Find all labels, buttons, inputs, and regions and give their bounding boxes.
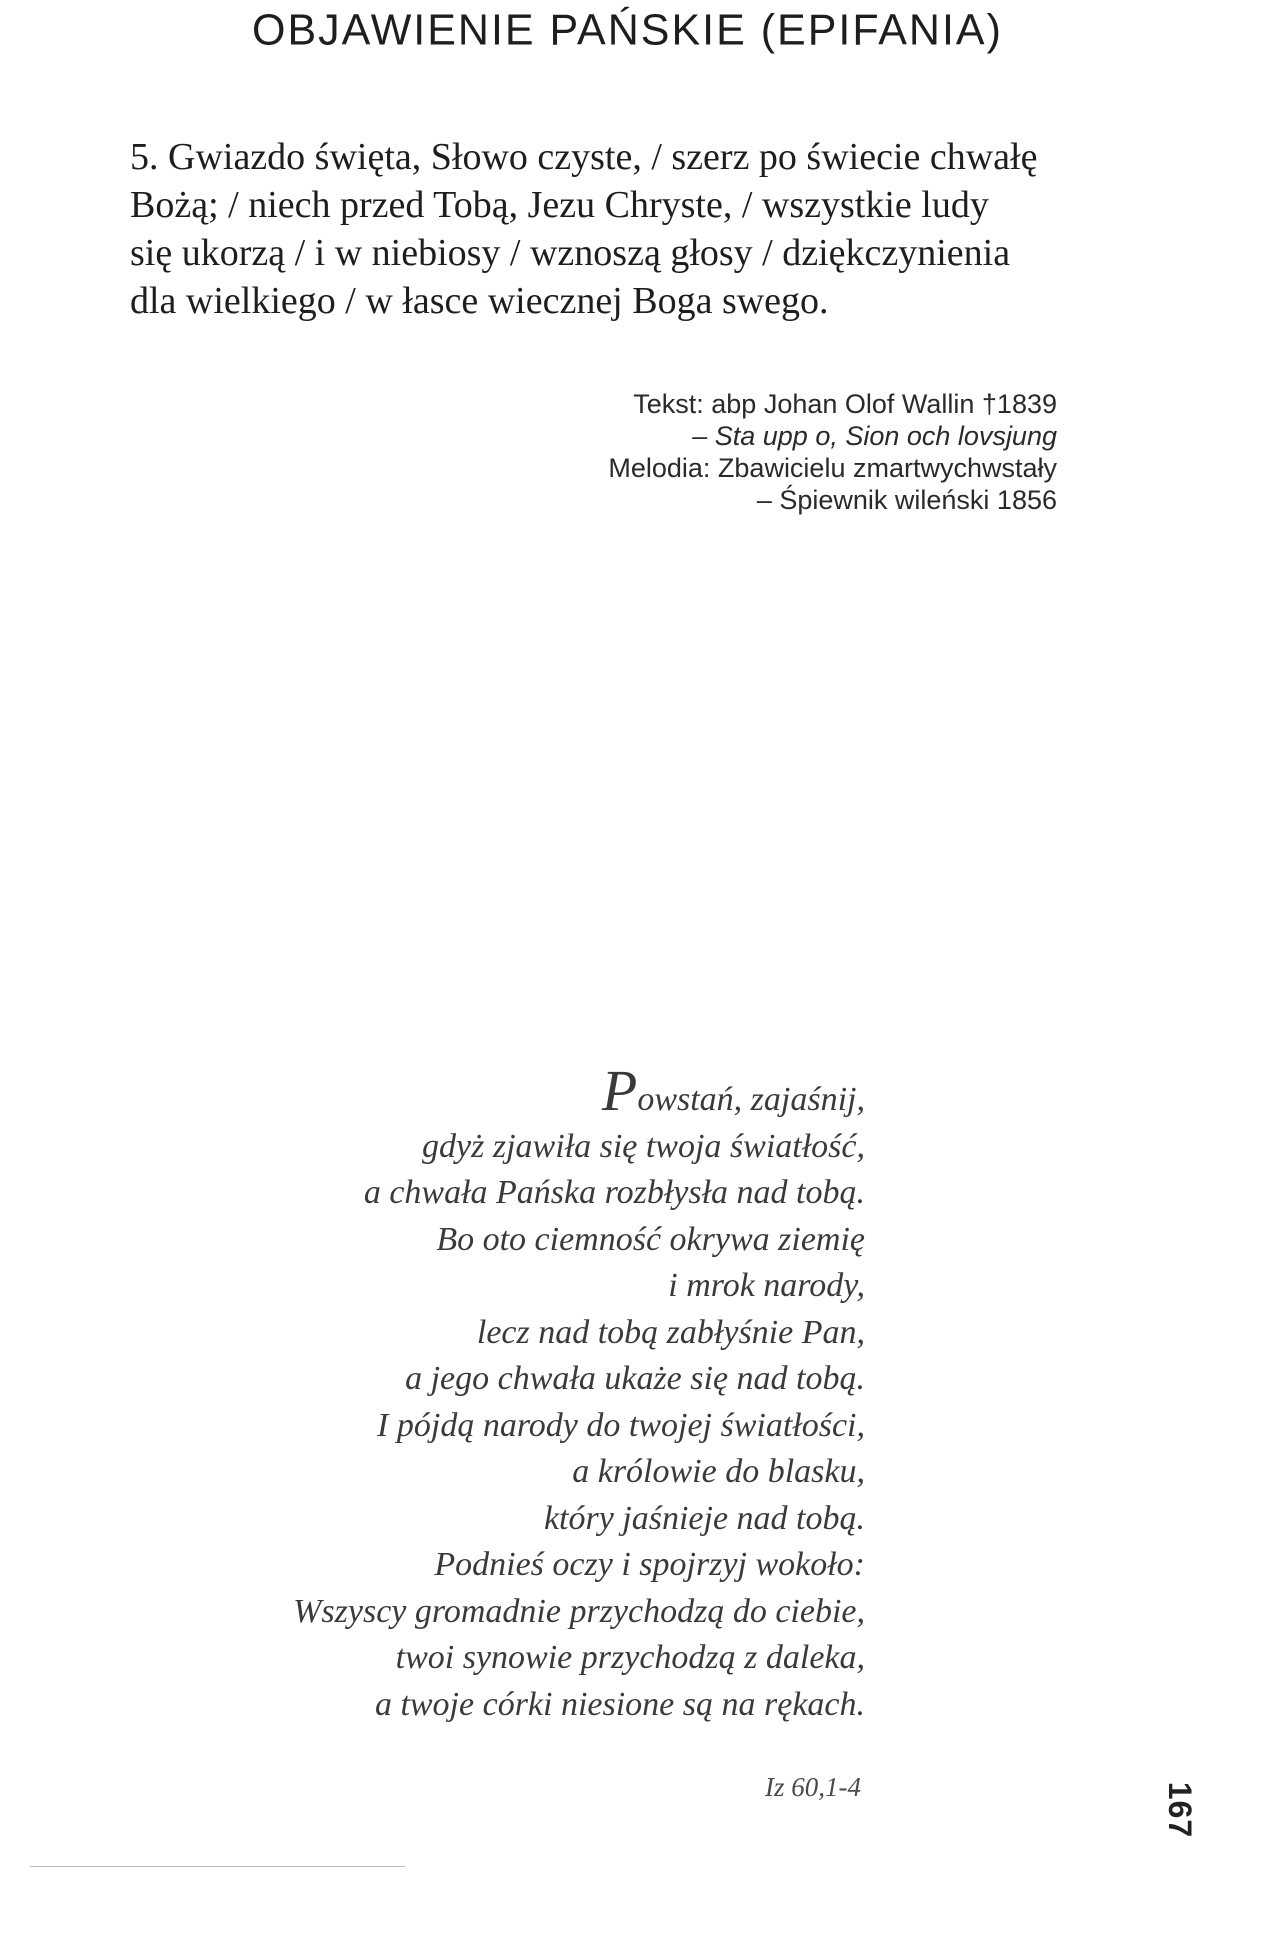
stanza-line: Bożą; / niech przed Tobą, Jezu Chryste, / wszystkie ludy <box>130 184 989 226</box>
quote-line: Bo oto ciemność okrywa ziemię <box>436 1220 865 1258</box>
quote-line: a jego chwała ukaże się nad tobą. <box>405 1360 865 1397</box>
quote-line: Podnieś oczy i spojrzyj wokoło: <box>434 1546 865 1583</box>
quote-first-line <box>105 1058 865 1124</box>
stanza-line: się ukorzą / i w niebiosy / wznoszą głosy / dziękczynienia <box>130 232 1011 274</box>
quote-line: twoi synowie przychodzą z daleka, <box>395 1639 865 1676</box>
quote-line: a twoje córki niesione są na rękach. <box>374 1685 865 1723</box>
page-title: OBJAWIENIE PAŃSKIE (EPIFANIA) <box>252 5 1003 55</box>
credit-melody-source: – Śpiewnik wileński 1856 <box>756 485 1057 515</box>
quote-first-line-text: owstań, zajaśnij, <box>637 1081 865 1118</box>
credit-melody: Melodia: Zbawicielu zmartwychwstały <box>608 453 1057 483</box>
stanza-line: dla wielkiego / w łasce wiecznej Boga swego. <box>130 280 829 322</box>
credit-text-source: – Sta upp o, Sion och lovsjung <box>692 421 1057 451</box>
quote-line: a królowie do blasku, <box>572 1453 865 1490</box>
quote-line: I pójdą narody do twojej światłości, <box>377 1406 865 1444</box>
quote-line: lecz nad tobą zabłyśnie Pan, <box>476 1313 865 1351</box>
quote-line: Wszyscy gromadnie przychodzą do ciebie, <box>293 1592 865 1630</box>
quote-line: i mrok narody, <box>668 1267 865 1304</box>
scripture-quote <box>105 1058 865 1728</box>
hymn-credits <box>437 388 1057 516</box>
dropcap-letter: P <box>601 1058 638 1123</box>
stanza-line: 5. Gwiazdo święta, Słowo czyste, / szerz po świecie chwałę <box>130 136 1038 178</box>
quote-line: który jaśnieje nad tobą. <box>543 1499 865 1537</box>
quote-line: gdyż zjawiła się twoja światłość, <box>422 1127 865 1165</box>
quote-line: a chwała Pańska rozbłysła nad tobą. <box>363 1174 865 1211</box>
scripture-reference: Iz 60,1-4 <box>765 1772 861 1802</box>
footer-divider <box>30 1866 405 1867</box>
credit-text-author: Tekst: abp Johan Olof Wallin †1839 <box>633 389 1057 419</box>
page-number: 167 <box>1162 1781 1198 1839</box>
hymn-stanza <box>130 133 1070 325</box>
